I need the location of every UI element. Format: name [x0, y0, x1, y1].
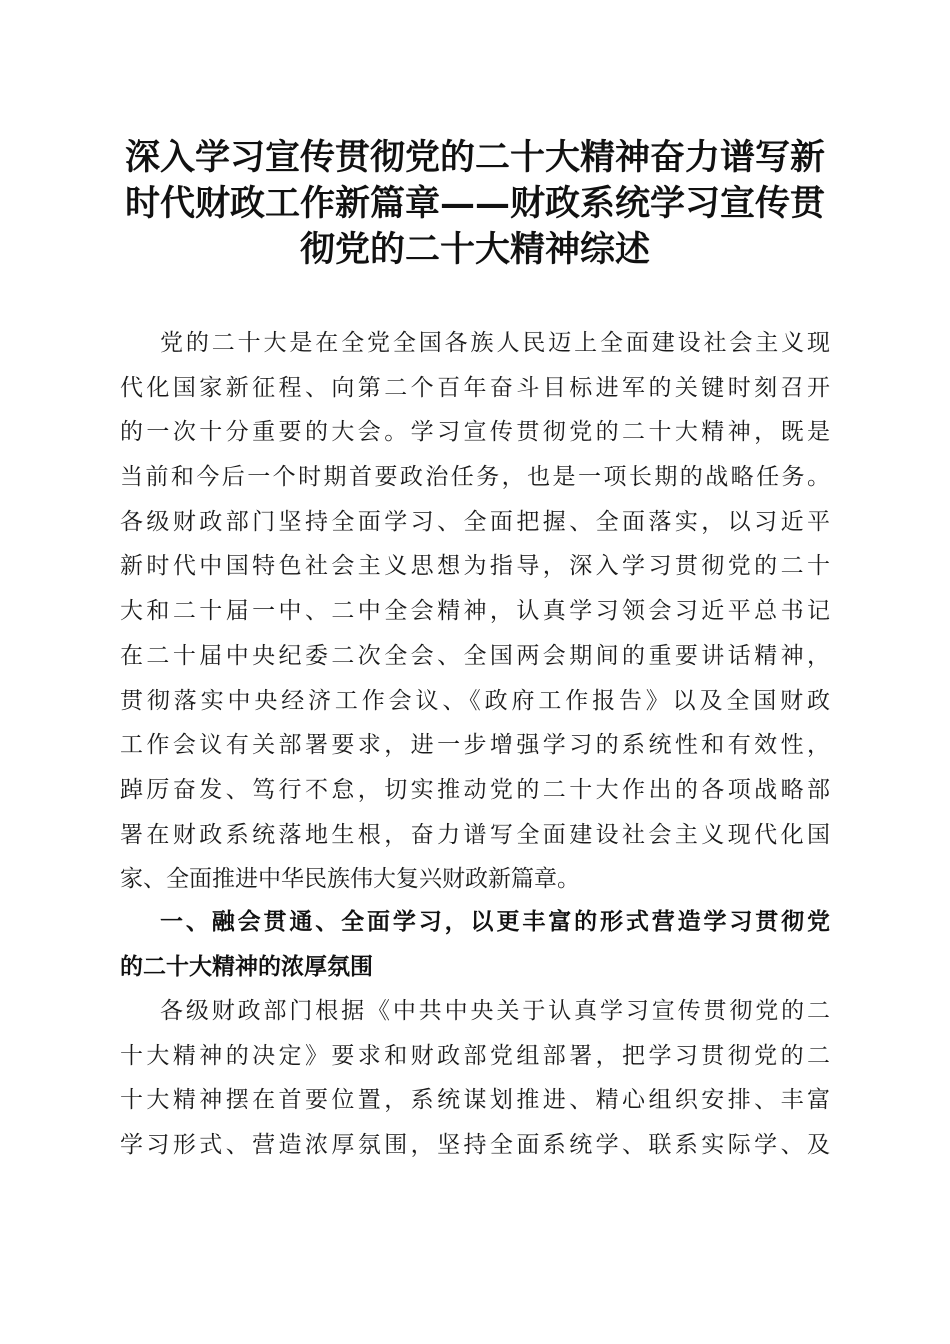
- paragraph-line: 党的二十大是在全党全国各族人民迈上全面建设社会主义现: [160, 330, 830, 356]
- heading-line: 一、融会贯通、全面学习，以更丰富的形式营造学习贯彻党: [160, 909, 830, 935]
- paragraph-line: 代化国家新征程、向第二个百年奋斗目标进军的关键时刻召开: [120, 374, 830, 401]
- paragraph-line: 家、全面推进中华民族伟大复兴财政新篇章。: [120, 866, 580, 893]
- title-line: 深入学习宣传贯彻党的二十大精神奋力谱写新: [124, 137, 825, 178]
- heading-line: 的二十大精神的浓厚氛围: [120, 953, 373, 980]
- paragraph-line: 当前和今后一个时期首要政治任务，也是一项长期的战略任务。: [120, 464, 830, 491]
- title-line: 彻党的二十大精神综述: [299, 229, 650, 270]
- paragraph-line: 学习形式、营造浓厚氛围，坚持全面系统学、联系实际学、及: [120, 1132, 830, 1159]
- paragraph-line: 踔厉奋发、笃行不怠，切实推动党的二十大作出的各项战略部: [120, 776, 830, 803]
- section-heading-1: [120, 900, 830, 989]
- paragraph-line: 各级财政部门坚持全面学习、全面把握、全面落实，以习近平: [120, 508, 830, 535]
- paragraph-line: 大和二十届一中、二中全会精神，认真学习领会习近平总书记: [120, 598, 830, 625]
- paragraph-line: 十大精神的决定》要求和财政部党组部署，把学习贯彻党的二: [120, 1042, 830, 1069]
- paragraph-section-1: [120, 989, 830, 1168]
- paragraph-line: 贯彻落实中央经济工作会议、《政府工作报告》以及全国财政: [120, 687, 830, 714]
- paragraph-line: 在二十届中央纪委二次全会、全国两会期间的重要讲话精神，: [120, 642, 830, 669]
- document-title: [110, 135, 840, 273]
- paragraph-line: 署在财政系统落地生根，奋力谱写全面建设社会主义现代化国: [120, 821, 830, 848]
- paragraph-intro: [120, 321, 830, 902]
- paragraph-line: 十大精神摆在首要位置，系统谋划推进、精心组织安排、丰富: [120, 1087, 830, 1114]
- title-line: 时代财政工作新篇章——财政系统学习宣传贯: [124, 183, 825, 224]
- paragraph-line: 各级财政部门根据《中共中央关于认真学习宣传贯彻党的二: [160, 998, 830, 1024]
- paragraph-line: 工作会议有关部署要求，进一步增强学习的系统性和有效性，: [120, 732, 830, 759]
- paragraph-line: 新时代中国特色社会主义思想为指导，深入学习贯彻党的二十: [120, 553, 830, 580]
- paragraph-line: 的一次十分重要的大会。学习宣传贯彻党的二十大精神，既是: [120, 419, 830, 446]
